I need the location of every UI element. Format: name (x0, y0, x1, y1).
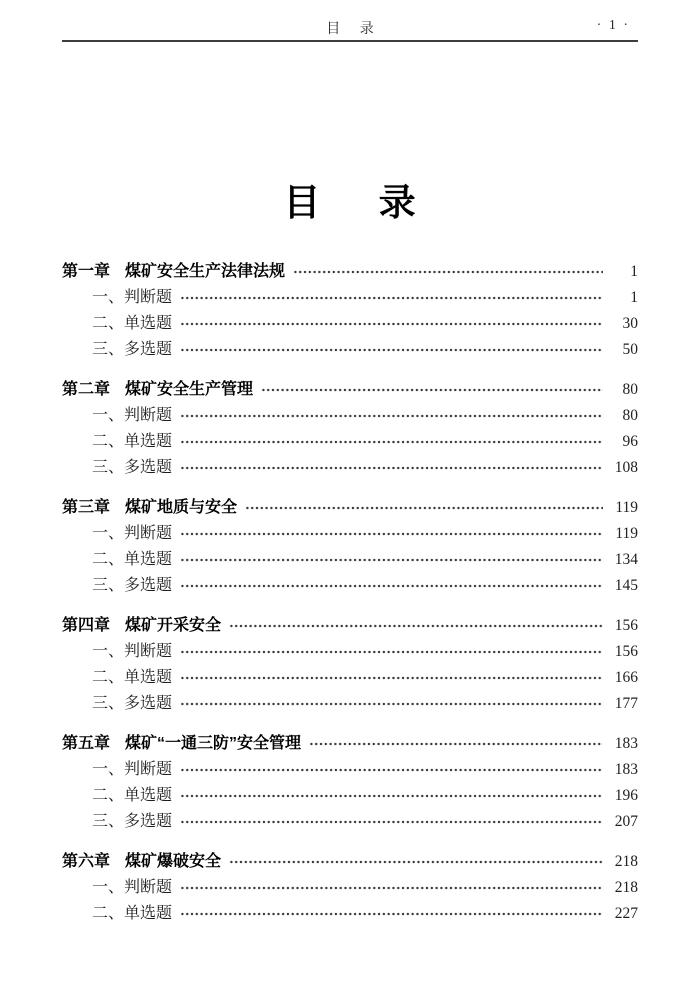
item-label: 三、多选题 (92, 695, 173, 712)
page-number: 227 (614, 905, 638, 922)
item-label: 一、判断题 (92, 761, 173, 778)
page-number: 145 (614, 577, 638, 594)
dot-leader (180, 285, 603, 311)
toc-item-row (62, 521, 638, 547)
chapter-number: 第四章 (62, 617, 111, 634)
item-label: 三、多选题 (92, 813, 173, 830)
chapter-number: 第一章 (62, 263, 111, 280)
item-label: 二、单选题 (92, 787, 173, 804)
toc-chapter-row (62, 259, 638, 285)
toc-item-row (62, 285, 638, 311)
page-number: 50 (622, 341, 638, 358)
chapter-block (62, 259, 638, 363)
chapter-title: 煤矿安全生产法律法规 (125, 263, 286, 280)
dot-leader (180, 403, 603, 429)
dot-leader (293, 259, 603, 285)
dot-leader (180, 901, 603, 927)
item-label: 二、单选题 (92, 551, 173, 568)
item-label: 一、判断题 (92, 407, 173, 424)
toc-chapter-row (62, 731, 638, 757)
dot-leader (180, 875, 603, 901)
chapter-block (62, 495, 638, 599)
item-label: 二、单选题 (92, 905, 173, 922)
toc-item-row (62, 757, 638, 783)
item-label: 一、判断题 (92, 879, 173, 896)
toc-item-row (62, 547, 638, 573)
dot-leader (180, 311, 603, 337)
page-number: 183 (614, 761, 638, 778)
toc-item-row (62, 455, 638, 481)
toc-chapter-row (62, 613, 638, 639)
item-label: 一、判断题 (92, 643, 173, 660)
page-number: 177 (614, 695, 638, 712)
running-header-title: 目 录 (326, 22, 374, 37)
chapter-block (62, 613, 638, 717)
dot-leader (180, 573, 603, 599)
chapter-title: 煤矿安全生产管理 (125, 381, 254, 398)
page-number: 1 (630, 263, 638, 280)
header-rule (62, 40, 638, 42)
page-number: 156 (614, 643, 638, 660)
toc-item-row (62, 875, 638, 901)
dot-leader (180, 455, 603, 481)
chapter-title: 煤矿“一通三防”安全管理 (125, 735, 302, 752)
dot-leader (180, 337, 603, 363)
page-number: 30 (622, 315, 638, 332)
chapter-number: 第二章 (62, 381, 111, 398)
page-number: 119 (615, 525, 638, 542)
toc-item-row (62, 665, 638, 691)
chapter-block (62, 377, 638, 481)
chapter-block (62, 731, 638, 835)
chapter-title: 煤矿爆破安全 (125, 853, 222, 870)
dot-leader (245, 495, 603, 521)
toc-item-row (62, 901, 638, 927)
toc-item-row (62, 429, 638, 455)
page-title: 目 录 (283, 182, 417, 223)
toc-item-row (62, 809, 638, 835)
table-of-contents (62, 259, 638, 927)
item-label: 二、单选题 (92, 433, 173, 450)
page-number: 1 (630, 289, 638, 306)
dot-leader (261, 377, 603, 403)
page-number: 156 (614, 617, 638, 634)
toc-item-row (62, 573, 638, 599)
item-label: 三、多选题 (92, 341, 173, 358)
page-number: 80 (622, 407, 638, 424)
chapter-number: 第五章 (62, 735, 111, 752)
dot-leader (180, 809, 603, 835)
page-number: 119 (615, 499, 638, 516)
toc-item-row (62, 639, 638, 665)
page-number: 183 (614, 735, 638, 752)
toc-chapter-row (62, 377, 638, 403)
chapter-title: 煤矿地质与安全 (125, 499, 238, 516)
chapter-title: 煤矿开采安全 (125, 617, 222, 634)
item-label: 三、多选题 (92, 577, 173, 594)
toc-item-row (62, 337, 638, 363)
dot-leader (180, 783, 603, 809)
dot-leader (180, 639, 603, 665)
page-number: 207 (614, 813, 638, 830)
running-page-marker: · 1 · (596, 18, 630, 33)
chapter-number: 第六章 (62, 853, 111, 870)
dot-leader (229, 613, 603, 639)
page-number: 166 (614, 669, 638, 686)
page-number: 108 (614, 459, 638, 476)
dot-leader (309, 731, 603, 757)
item-label: 二、单选题 (92, 669, 173, 686)
item-label: 二、单选题 (92, 315, 173, 332)
chapter-block (62, 849, 638, 927)
dot-leader (180, 691, 603, 717)
toc-item-row (62, 783, 638, 809)
dot-leader (180, 521, 603, 547)
toc-item-row (62, 403, 638, 429)
page-number: 196 (614, 787, 638, 804)
dot-leader (180, 665, 603, 691)
toc-item-row (62, 691, 638, 717)
dot-leader (180, 757, 603, 783)
dot-leader (180, 547, 603, 573)
page-number: 218 (614, 879, 638, 896)
page-number: 80 (622, 381, 638, 398)
page-number: 96 (622, 433, 638, 450)
item-label: 一、判断题 (92, 289, 173, 306)
dot-leader (229, 849, 603, 875)
item-label: 一、判断题 (92, 525, 173, 542)
chapter-number: 第三章 (62, 499, 111, 516)
toc-chapter-row (62, 849, 638, 875)
toc-chapter-row (62, 495, 638, 521)
page-number: 134 (614, 551, 638, 568)
dot-leader (180, 429, 603, 455)
running-header (62, 16, 638, 40)
toc-item-row (62, 311, 638, 337)
page-number: 218 (614, 853, 638, 870)
item-label: 三、多选题 (92, 459, 173, 476)
